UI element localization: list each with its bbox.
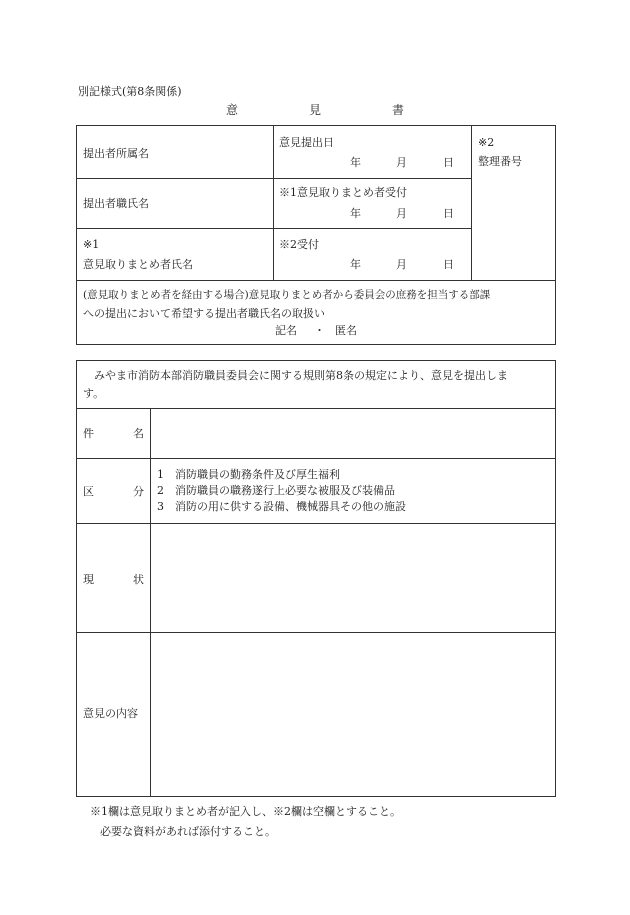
date-month: 月 bbox=[396, 156, 407, 169]
status-label: 現 状 bbox=[83, 573, 144, 586]
subject-label: 件 名 bbox=[83, 427, 144, 440]
category-item-3: 3 消防の用に供する設備、機械器具その他の施設 bbox=[157, 500, 406, 513]
reference-mark: ※2 bbox=[478, 136, 495, 149]
preference-text-line2: への提出において希望する提出者職氏名の取扱い bbox=[83, 307, 325, 320]
coordinator-receipt-day: 日 bbox=[443, 207, 454, 220]
name-label: 提出者職氏名 bbox=[83, 197, 149, 210]
intro-text-line2: す。 bbox=[83, 387, 105, 400]
reference-number-label: 整理番号 bbox=[478, 155, 522, 168]
category-item-2: 2 消防職員の職務遂行上必要な被服及び装備品 bbox=[157, 484, 395, 497]
coordinator-name-label: 意見取りまとめ者氏名 bbox=[83, 258, 193, 271]
receipt-year: 年 bbox=[350, 258, 361, 271]
form-label: 別記様式(第8条関係) bbox=[78, 85, 182, 98]
coordinator-receipt-label: ※1意見取りまとめ者受付 bbox=[279, 186, 407, 199]
preference-anonymous: 匿名 bbox=[335, 324, 357, 337]
category-label: 区 分 bbox=[83, 485, 144, 498]
affiliation-label: 提出者所属名 bbox=[83, 147, 149, 160]
opinion-table bbox=[76, 360, 556, 797]
preference-separator: ・ bbox=[314, 324, 325, 337]
intro-text-line1: みやま市消防本部消防職員委員会に関する規則第8条の規定により、意見を提出しま bbox=[94, 369, 508, 382]
note-1: ※1欄は意見取りまとめ者が記入し、※2欄は空欄とすること。 bbox=[90, 805, 401, 818]
date-year: 年 bbox=[350, 156, 361, 169]
category-item-1: 1 消防職員の勤務条件及び厚生福利 bbox=[157, 468, 340, 481]
coordinator-receipt-year: 年 bbox=[350, 207, 361, 220]
receipt-month: 月 bbox=[396, 258, 407, 271]
preference-text-line1: (意見取りまとめ者を経由する場合)意見取りまとめ者から委員会の庶務を担当する部課 bbox=[83, 289, 491, 301]
receipt-label: ※2受付 bbox=[279, 238, 319, 251]
coordinator-receipt-month: 月 bbox=[396, 207, 407, 220]
submission-date-label: 意見提出日 bbox=[279, 136, 334, 149]
preference-named: 記名 bbox=[275, 324, 297, 337]
coordinator-mark: ※1 bbox=[83, 238, 100, 251]
receipt-day: 日 bbox=[443, 258, 454, 271]
note-2: 必要な資料があれば添付すること。 bbox=[100, 825, 276, 838]
date-day: 日 bbox=[443, 156, 454, 169]
document-title: 意 見 書 bbox=[226, 103, 404, 117]
opinion-content-label: 意見の内容 bbox=[83, 707, 138, 720]
